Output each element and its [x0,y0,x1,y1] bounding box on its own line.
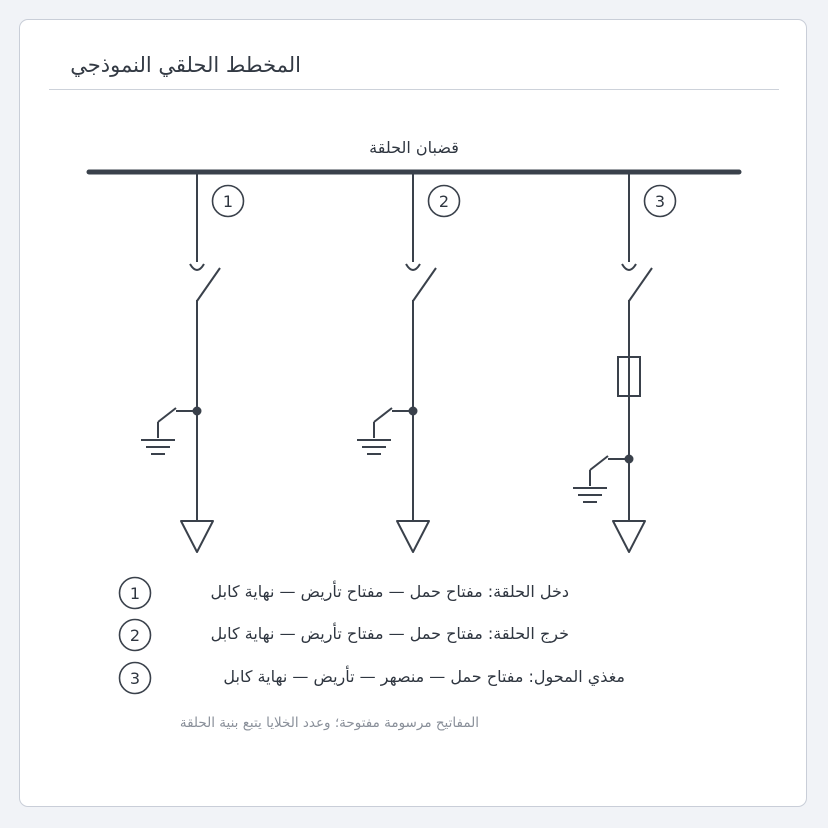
bay-1 [141,174,220,552]
bay-2-cable-termination-icon [397,521,429,552]
bay-2-load-switch-blade [413,268,436,301]
legend-item-3: مغذي المحول: مفتاح حمل — منصهر — تأريض — نهاية كابل [223,667,625,686]
bay-2-number-badge [429,186,460,217]
bay-1-number-badge [213,186,244,217]
bay-3-number-badge [645,186,676,217]
bay-1-load-switch-blade [197,268,220,301]
bay-3-switch-contact-icon [622,264,636,270]
busbar-label: قضبان الحلقة [369,138,459,157]
bay-2-earth-switch-blade [374,408,392,422]
bay-2-number: 2 [438,192,450,211]
bay-3 [573,174,652,552]
legend-2-number: 2 [129,626,141,645]
bay-3-number: 3 [654,192,666,211]
legend-1-number: 1 [129,584,141,603]
bay-1-earth-switch-blade [158,408,176,422]
bay-1-cable-termination-icon [181,521,213,552]
bay-3-earth-switch-blade [590,456,608,470]
bay-3-cable-termination-icon [613,521,645,552]
bay-3-load-switch-blade [629,268,652,301]
bay-1-number: 1 [222,192,234,211]
page-title: المخطط الحلقي النموذجي [70,53,301,77]
legend-3-number: 3 [129,669,141,688]
legend-item-2: خرج الحلقة: مفتاح حمل — مفتاح تأريض — نهاية كابل [210,624,569,643]
footnote: المفاتيح مرسومة مفتوحة؛ وعدد الخلايا يتبع بنية الحلقة [179,715,479,731]
bay-2 [357,174,436,552]
legend-item-1: دخل الحلقة: مفتاح حمل — مفتاح تأريض — نهاية كابل [210,582,569,601]
bay-1-switch-contact-icon [190,264,204,270]
bay-2-switch-contact-icon [406,264,420,270]
